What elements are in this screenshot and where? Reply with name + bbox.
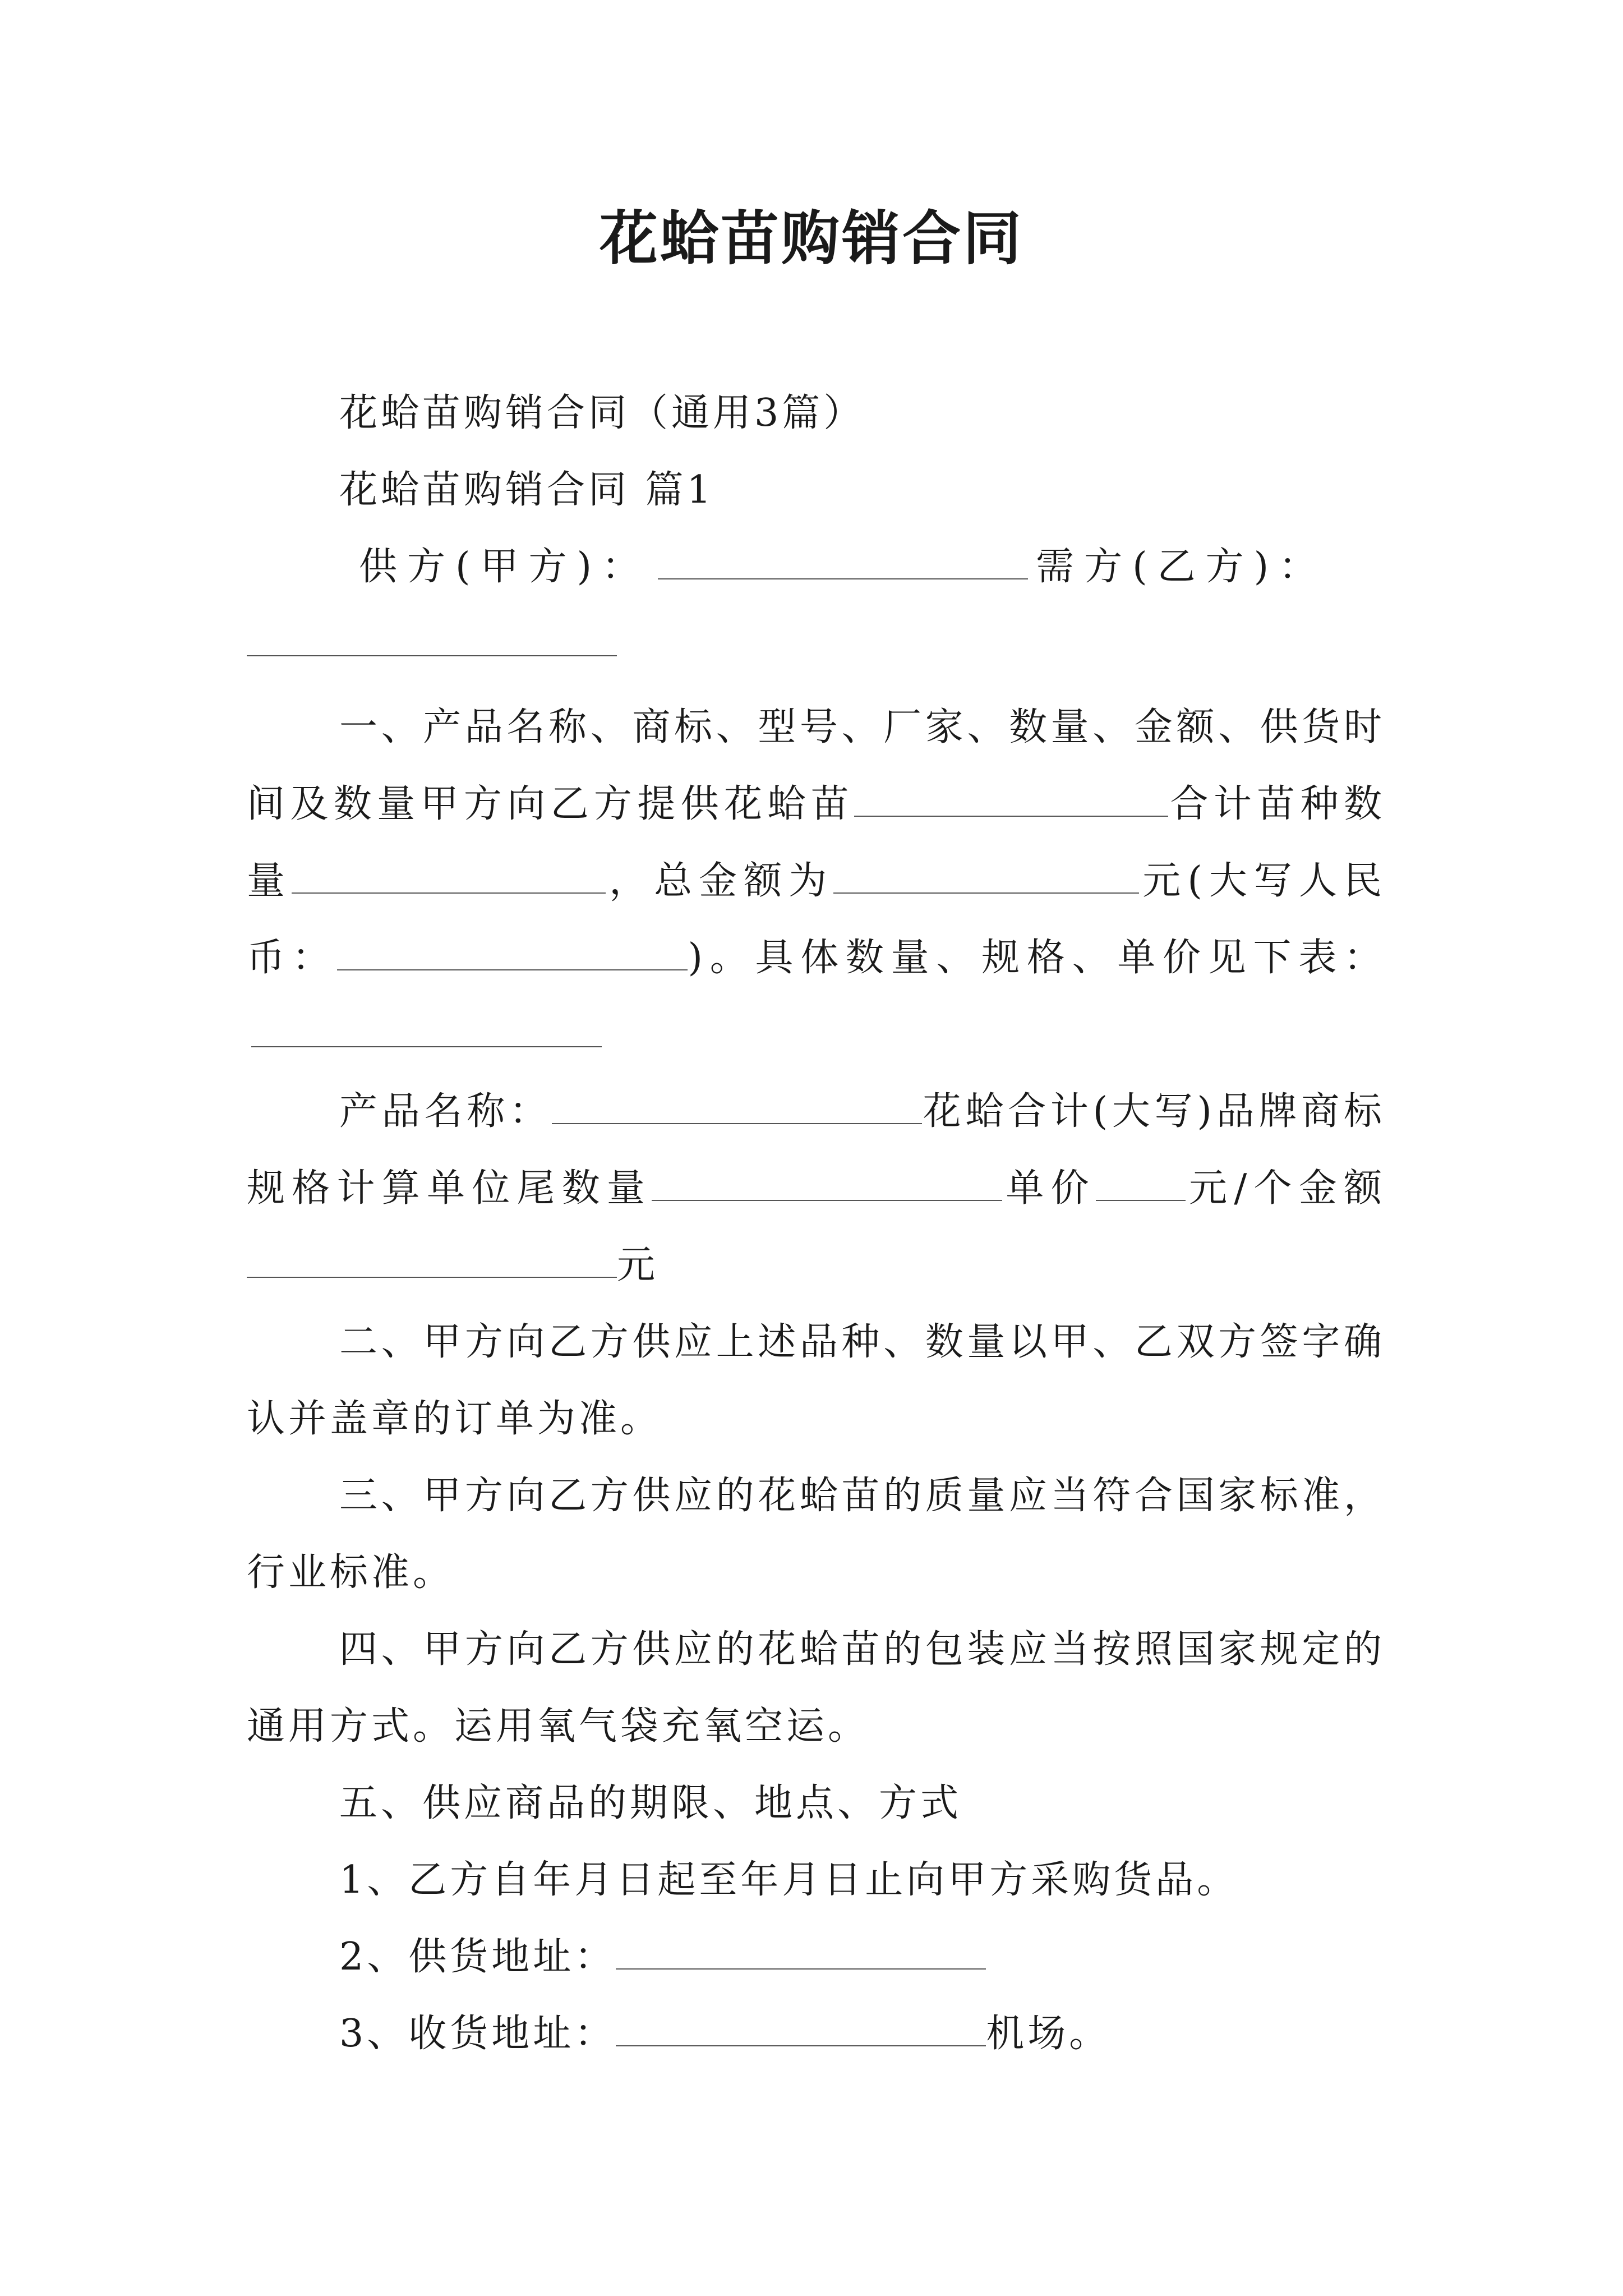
clause-5-item-1: 1、乙方自年月日起至年月日止向甲方采购货品。 — [339, 1858, 1239, 1902]
document-title: 花蛤苗购销合同 — [599, 204, 1023, 273]
product-info — [247, 1073, 1385, 1304]
clause-4: 四、甲方向乙方供应的花蛤苗的包装应当按照国家规定的通用方式。运用氧气袋充氧空运。 — [247, 1627, 1385, 1749]
clause-2: 二、甲方向乙方供应上述品种、数量以甲、乙双方签字确认并盖章的订单为准。 — [247, 1320, 1385, 1441]
clause-5-heading: 五、供应商品的期限、地点、方式 — [339, 1781, 962, 1825]
clause-1-part-a: 一、产品名称、商标、型号、厂家、数量、金额、供货时间及数量甲方向乙方提供花蛤苗 — [247, 705, 1385, 826]
part-heading: 花蛤苗购销合同 篇1 — [339, 468, 714, 512]
supplier-blank — [658, 546, 1028, 579]
product-part-c: 单价 — [1002, 1166, 1096, 1211]
product-part-d: 元/个金额 — [1185, 1166, 1385, 1211]
table-blank — [251, 1014, 602, 1047]
clause-5-item-2 — [247, 1918, 1385, 1995]
clause-1-part-d: 元(大写人民币： — [247, 859, 1385, 980]
receive-address-suffix: 机场。 — [986, 2012, 1111, 2056]
receive-address-label: 3、收货地址： — [339, 2012, 616, 2056]
receive-address-blank — [616, 2013, 986, 2046]
clause-1-part-b: 合计苗种数量 — [247, 782, 1385, 903]
clause-1 — [247, 689, 1385, 1073]
buyer-blank-line — [247, 605, 1385, 682]
amount-blank — [247, 1244, 617, 1278]
clause-3: 三、甲方向乙方供应的花蛤苗的质量应当符合国家标准，行业标准。 — [247, 1474, 1385, 1595]
product-blank — [854, 783, 1168, 817]
total-amount-blank — [833, 860, 1139, 894]
product-part-e: 元 — [617, 1243, 659, 1287]
supply-address-label: 2、供货地址： — [339, 1935, 616, 1979]
product-name-blank — [552, 1091, 922, 1124]
supply-address-blank — [616, 1936, 986, 1970]
amount-in-words-blank — [337, 937, 688, 970]
product-part-b: 花蛤合计(大写)品牌商标规格计算单位尾数量 — [247, 1089, 1385, 1211]
document-body — [247, 375, 1385, 2072]
supplier-label: 供方(甲方)： — [359, 545, 651, 589]
quantity-blank — [292, 860, 606, 894]
product-part-a: 产品名称： — [339, 1089, 552, 1134]
buyer-blank — [247, 623, 617, 656]
buyer-label: 需方(乙方)： — [1036, 545, 1327, 589]
parties-line — [247, 528, 1385, 605]
unit-price-blank — [1096, 1167, 1186, 1201]
clause-5-item-3 — [247, 1995, 1385, 2072]
clause-1-part-e: )。具体数量、规格、单价见下表： — [688, 936, 1385, 980]
clause-1-part-c: ，总金额为 — [606, 859, 834, 903]
subtitle: 花蛤苗购销合同（通用3篇） — [339, 391, 865, 435]
tail-quantity-blank — [652, 1167, 1002, 1201]
